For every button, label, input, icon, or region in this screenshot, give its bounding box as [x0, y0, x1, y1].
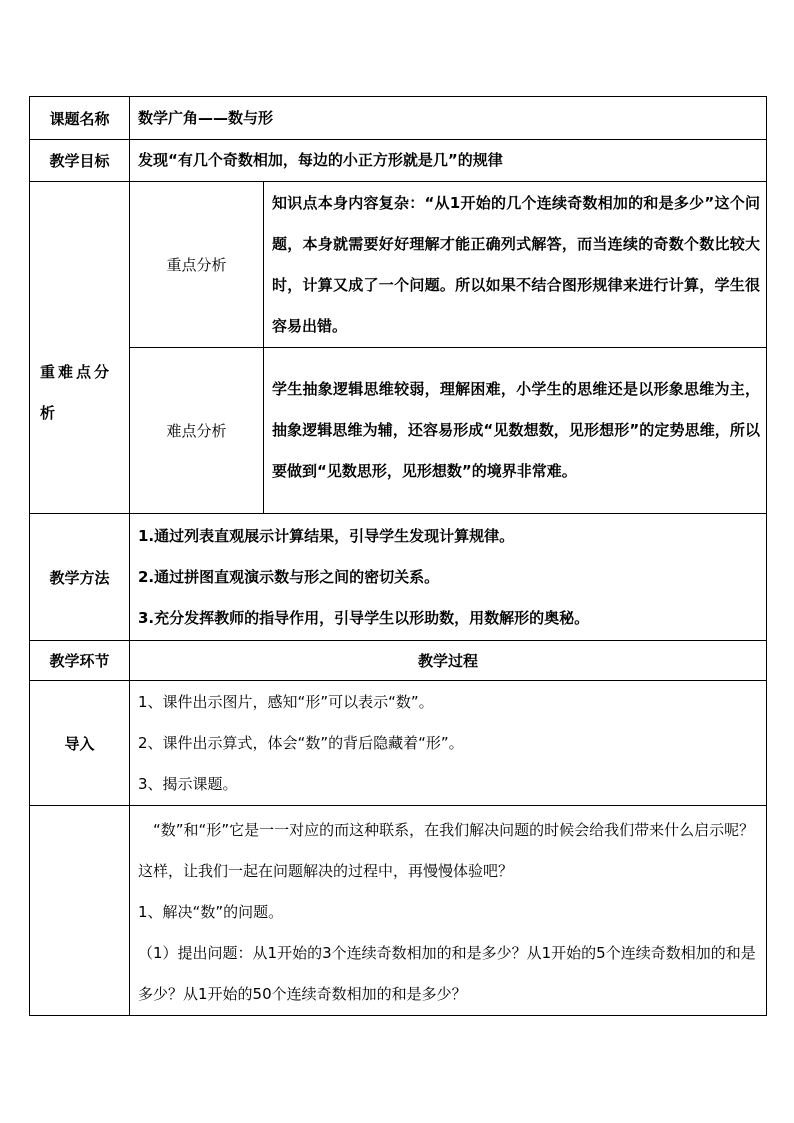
method-item: 1.通过列表直观展示计算结果，引导学生发现计算规律。: [138, 526, 515, 545]
process-label: [30, 806, 130, 1016]
row-method: [30, 514, 767, 641]
analysis-label: [30, 182, 130, 514]
intro-item: 3、揭示课题。: [138, 774, 238, 793]
goal-value: 发现“有几个奇数相加，每边的小正方形就是几”的规律: [130, 140, 767, 182]
key-analysis-label: 重点分析: [130, 182, 264, 348]
topic-value: 数学广角——数与形: [130, 97, 767, 140]
row-process: [30, 806, 767, 1016]
section-header-right: 教学过程: [130, 641, 767, 681]
process-line: 1、解决“数”的问题。: [138, 903, 284, 921]
row-intro: [30, 681, 767, 806]
analysis-label-line1: 重难点分: [40, 362, 113, 381]
analysis-label-line2: 析: [40, 403, 56, 422]
intro-content: [130, 681, 767, 806]
process-line: （1）提出问题：从1开始的3个连续奇数相加的和是多少？从1开始的5个连续奇数相加的和是多少？从1开始的50个连续奇数相加的和是多少？: [138, 944, 756, 1003]
method-item: 3.充分发挥教师的指导作用，引导学生以形助数，用数解形的奥秘。: [138, 608, 590, 627]
key-analysis-text: 知识点本身内容复杂：“从1开始的几个连续奇数相加的和是多少”这个问题，本身就需要好好理解才能正确列式解答，而当连续的奇数个数比较大时，计算又成了一个问题。所以如果不结合图形规律来进行计算，学生很容易出错。: [264, 182, 767, 348]
intro-item: 1、课件出示图片，感知“形”可以表示“数”。: [138, 692, 434, 711]
section-header-left: 教学环节: [30, 641, 130, 681]
row-topic: [30, 97, 767, 140]
row-difficult-analysis: [30, 348, 767, 514]
intro-label: 导入: [30, 681, 130, 806]
difficult-analysis-label: 难点分析: [130, 348, 264, 514]
difficult-analysis-text: 学生抽象逻辑思维较弱，理解困难，小学生的思维还是以形象思维为主，抽象逻辑思维为辅，还容易形成“见数想数，见形想形”的定势思维，所以要做到“见数思形，见形想数”的境界非常难。: [264, 348, 767, 514]
row-goal: [30, 140, 767, 182]
topic-label: 课题名称: [30, 97, 130, 140]
lesson-plan-table: [29, 96, 767, 1016]
row-key-analysis: [30, 182, 767, 348]
process-line: “数”和“形”它是一一对应的而这种联系，在我们解决问题的时候会给我们带来什么启示呢？这样，让我们一起在问题解决的过程中，再慢慢体验吧？: [138, 821, 755, 880]
goal-label: 教学目标: [30, 140, 130, 182]
row-section-header: [30, 641, 767, 681]
method-item: 2.通过拼图直观演示数与形之间的密切关系。: [138, 567, 440, 586]
method-content: [130, 514, 767, 641]
intro-item: 2、课件出示算式，体会“数”的背后隐藏着“形”。: [138, 733, 464, 752]
process-content: [130, 806, 767, 1016]
method-label: 教学方法: [30, 514, 130, 641]
